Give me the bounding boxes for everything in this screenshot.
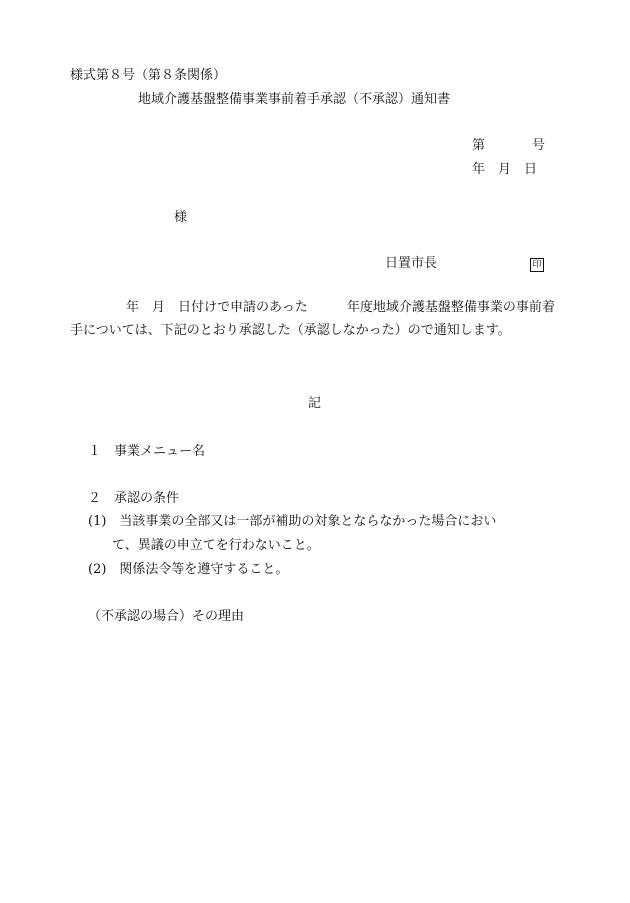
ki-heading: 記 [308, 396, 322, 411]
document-number-prefix: 第 [472, 138, 486, 153]
issuer-name: 日置市長 [385, 256, 438, 271]
item-project-menu: １ 事業メニュー名 [88, 444, 206, 459]
item-conditions: ２ 承認の条件 [88, 491, 180, 506]
condition-1-line-2: て、異議の申立てを行わないこと。 [112, 538, 320, 553]
document-title: 地域介護基盤整備事業事前着手承認（不承認）通知書 [138, 92, 451, 107]
notice-body: 年 月 日付けで申請のあった 年度地域介護基盤整備事業の事前着手については、下記のとおり承認した（承認しなかった）ので通知します。 [70, 300, 555, 338]
reason-heading: （不承認の場合）その理由 [88, 609, 245, 624]
addressee-suffix: 様 [174, 210, 188, 225]
seal-mark: 印 [530, 258, 544, 272]
document-date: 年 月 日 [472, 162, 538, 177]
form-label: 様式第８号（第８条関係） [70, 68, 227, 83]
condition-1-line-1: (1) 当該事業の全部又は一部が補助の対象とならなかった場合におい [88, 514, 497, 529]
document-number-suffix: 号 [532, 138, 546, 153]
condition-2: (2) 関係法令等を遵守すること。 [88, 562, 289, 577]
